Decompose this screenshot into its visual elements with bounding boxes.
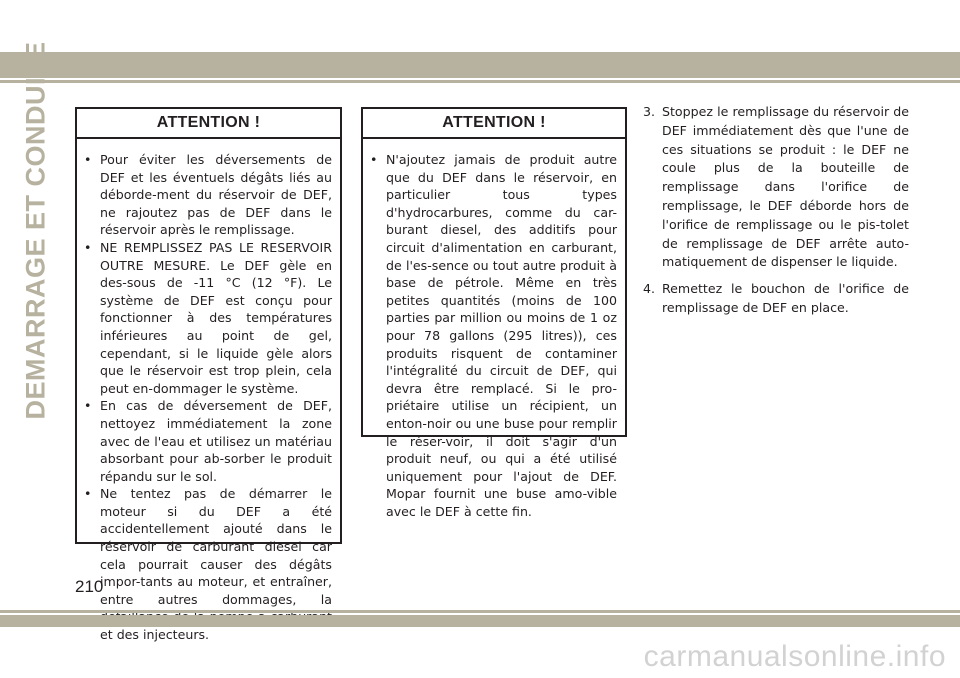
warning-title: ATTENTION !	[363, 109, 625, 139]
step-text: Stoppez le remplissage du réservoir de DEF immédiatement dès que l'une de ces situations se produit : le DEF ne coule plus de la bouteille de remplissage dans l'orifice de remplissage, le DEF déborde hors de l'orifice de remplissage ou le pis-tolet de remplissage de DEF arrête auto-matiquement de dispenser le liquide.	[662, 104, 909, 270]
step-number: 4.	[643, 281, 656, 297]
warning-box-2	[361, 107, 627, 519]
procedure-steps	[643, 103, 909, 326]
section-label: DEMARRAGE ET CONDUITE	[20, 40, 51, 420]
footer-rule	[0, 610, 960, 613]
step-item	[643, 103, 909, 272]
warning-item: • Pour éviter les déversements de DEF et les éventuels dégâts liés au déborde-ment du réservoir de DEF, ne rajoutez pas de DEF dans le réservoir après le remplissage.	[83, 151, 332, 239]
footer-band	[0, 615, 960, 627]
header-rule	[0, 80, 960, 83]
header-band	[0, 52, 960, 78]
watermark: carmanualsonline.info	[643, 640, 946, 673]
page-number: 210	[75, 577, 104, 596]
warning-list	[77, 139, 340, 644]
warning-item: • N'ajoutez jamais de produit autre que du DEF dans le réservoir, en particulier tous types d'hydrocarbures, comme du car-burant diesel, des additifs pour circuit d'alimentation en carburant, de l'es-sence ou tout autre produit à base de pétrole. Même en très petites quantités (moins de 100 parties par million ou moins de 1 oz pour 78 gallons (295 litres)), ces produits risquent de contaminer l'intégralité du circuit de DEF, qui devra être remplacé. Si le pro-priétaire utilise un récipient, un enton-noir ou une buse pour remplir le réser-voir, il doit s'agir d'un produit neuf, ou qui a été utilisé uniquement pour l'ajout de DEF. Mopar fournit une buse amo-vible avec le DEF à cette fin.	[369, 151, 617, 520]
warning-title: ATTENTION !	[77, 109, 340, 139]
warning-list	[363, 139, 625, 520]
step-number: 3.	[643, 104, 656, 119]
step-text: Remettez le bouchon de l'orifice de remplissage de DEF en place.	[662, 281, 909, 315]
warning-item: • En cas de déversement de DEF, nettoyez immédiatement la zone avec de l'eau et utilisez un matériau absorbant pour ab-sorber le produit répandu sur le sol.	[83, 397, 332, 485]
warning-item: • Ne tentez pas de démarrer le moteur si du DEF a été accidentellement ajouté dans le réservoir de carburant diesel car cela pourrait causer des dégâts impor-tants au moteur, et entraîner, entre autres dommages, la et des injecteurs.	[83, 485, 332, 643]
step-item	[643, 280, 909, 318]
section-tab	[10, 40, 62, 420]
warning-item: • NE REMPLISSEZ PAS LE RESERVOIR OUTRE MESURE. Le DEF gèle en des-sous de -11 °C (12 °F). Le système de DEF est conçu pour fonctionner à des températures inférieures au point de gel, cependant, si le liquide gèle alors que le réservoir est trop plein, cela peut en-dommager le système.	[83, 239, 332, 397]
